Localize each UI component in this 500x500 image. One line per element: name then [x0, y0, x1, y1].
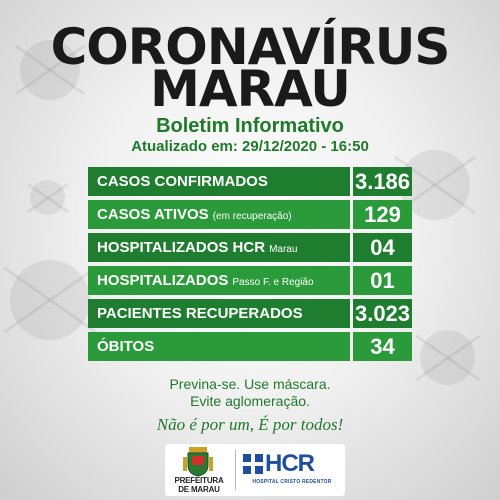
stat-row-deaths: [88, 332, 412, 361]
stat-label: PACIENTES RECUPERADOS: [88, 299, 350, 328]
stat-note: Marau: [269, 244, 298, 255]
hcr-full-name: HOSPITAL CRISTO REDENTOR: [252, 479, 332, 485]
page-title: CORONAVÍRUS: [50, 18, 450, 76]
stat-label: HOSPITALIZADOS Passo F. e Região: [88, 266, 350, 295]
stat-label: CASOS ATIVOS (em recuperação): [88, 200, 350, 229]
page-title-city: MARAU: [150, 60, 350, 118]
prefeitura-coat-of-arms-icon: [183, 447, 213, 477]
stat-value: 129: [353, 200, 412, 229]
stat-value: 3.186: [354, 169, 411, 194]
bulletin-subtitle: Boletim Informativo: [156, 115, 344, 137]
stat-value: 04: [353, 233, 412, 262]
stat-label: ÓBITOS: [88, 332, 350, 361]
prefeitura-city: DE MARAU: [178, 485, 220, 494]
prefeitura-name: PREFEITURA: [174, 476, 224, 485]
stats-table: [88, 167, 412, 365]
stat-row-active: [88, 200, 412, 229]
logos-bar: [165, 444, 345, 496]
campaign-slogan: Não é por um, É por todos!: [156, 415, 344, 434]
stat-value: 3.023: [354, 301, 411, 326]
hcr-logo-icon: [243, 454, 263, 474]
prevention-message-2: Evite aglomeração.: [190, 393, 310, 409]
stat-note: (em recuperação): [212, 211, 292, 222]
updated-timestamp: Atualizado em: 29/12/2020 - 16:50: [131, 138, 369, 155]
logo-divider: [235, 450, 236, 490]
prevention-message: Previna-se. Use máscara.: [169, 376, 331, 392]
stat-value: 01: [353, 266, 412, 295]
stat-row-hospitalized-region: [88, 266, 412, 295]
virus-decoration-icon: [10, 260, 90, 340]
stat-row-recovered: [88, 299, 412, 328]
stat-label: CASOS CONFIRMADOS: [88, 167, 350, 196]
stat-row-hospitalized-hcr: [88, 233, 412, 262]
stat-label: HOSPITALIZADOS HCR Marau: [88, 233, 350, 262]
stat-note: Passo F. e Região: [232, 277, 314, 288]
stat-row-confirmed: [88, 167, 412, 196]
stat-value: 34: [353, 332, 412, 361]
virus-decoration-icon: [30, 180, 65, 215]
hcr-logo-text: HCR: [265, 450, 314, 477]
